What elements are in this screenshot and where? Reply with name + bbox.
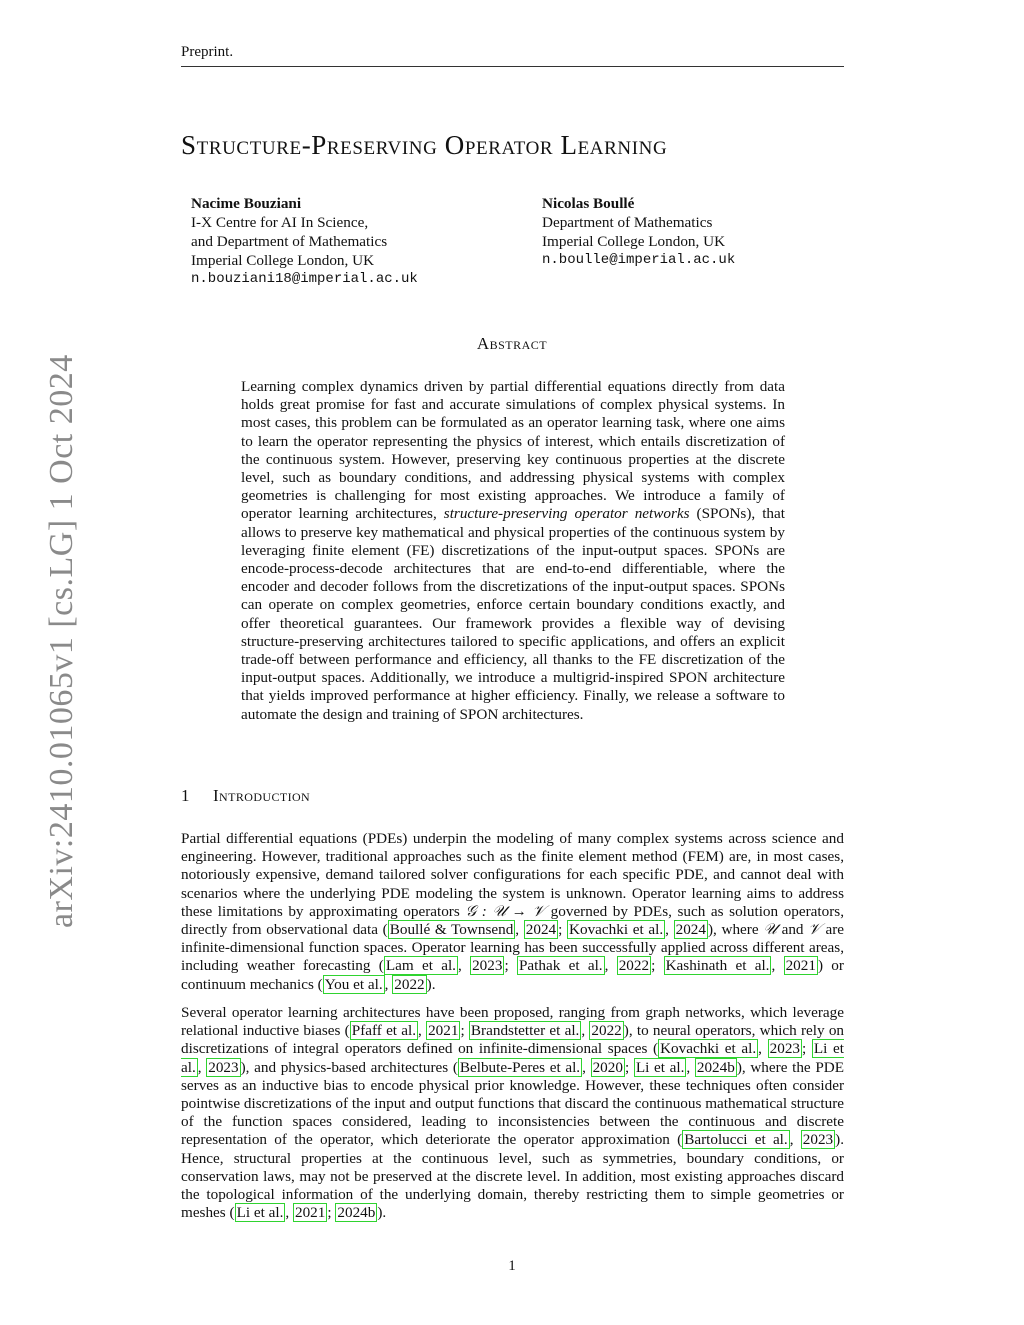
body-text: ) or continuum mechanics (	[181, 957, 844, 993]
author-affiliation: Imperial College London, UK	[542, 233, 726, 250]
running-header: Preprint.	[181, 44, 234, 60]
body-text: governed by PDEs, such as solution operators, directly from observational data (	[181, 902, 844, 939]
body-text: and	[776, 921, 809, 939]
page-number: 1	[508, 1258, 516, 1274]
abstract-heading: Abstract	[476, 334, 548, 353]
body-text: ), to neural operators, which rely on discretizations of integral operators defined on infinite-dimensional spaces (	[181, 1022, 845, 1058]
math-inline: 𝒢 : 𝒰 → 𝒱	[465, 902, 546, 920]
separator: ,	[758, 1040, 768, 1058]
citation-link[interactable]: 2022	[618, 957, 650, 975]
body-text: ).	[377, 1204, 387, 1222]
separator: ,	[285, 1204, 293, 1222]
header-rule	[181, 66, 844, 67]
citation-link[interactable]: Brandstetter et al.	[470, 1022, 580, 1040]
author-email: n.bouziani18@imperial.ac.uk	[191, 271, 418, 287]
separator: ;	[558, 921, 568, 939]
paper-title: Structure-Preserving Operator Learning	[181, 130, 668, 160]
author-affiliation: Imperial College London, UK	[191, 252, 375, 269]
author-block-2	[542, 194, 735, 270]
citation-link[interactable]: 2023	[802, 1131, 834, 1149]
body-text: Several operator learning architectures have been proposed, ranging from graph networks, which leverage relational inductive biases (	[181, 1004, 844, 1040]
section-number: 1	[181, 786, 190, 805]
author-affiliation: I-X Centre for AI In Science,	[191, 214, 369, 231]
body-text: Partial differential equations (PDEs) underpin the modeling of many complex systems across science and engineering. However, traditional approaches such as the finite element method (FEM) are, in most cases, notoriously expensive, demand tailored solver configurations for each specific PDE, and cannot deal with scenarios where the underlying PDE modeling the system is unknown. Operator learning aims to address these limitations by approximating operators	[181, 830, 844, 920]
math-inline: 𝒰	[763, 921, 777, 939]
citation-link[interactable]: 2022	[591, 1022, 622, 1040]
citation-link[interactable]: Kovachki et al.	[660, 1040, 757, 1058]
citation-link[interactable]: 2023	[472, 957, 503, 975]
abstract-text: Learning complex dynamics driven by partial differential equations directly from data holds great promise for fast and accurate simulations of complex physical systems. In most cases, this problem can be formulated as an operator learning task, where one aims to learn the operator representing the physics of interest, which entails discretization of the continuous system. However, preserving key continuous properties at the discrete level, such as boundary conditions, and addressing physical systems with complex geometries is challenging for most existing approaches. We introduce a family of operator learning architectures,	[241, 378, 785, 523]
separator: ,	[686, 1058, 695, 1076]
separator: ;	[802, 1040, 812, 1058]
separator: ,	[384, 975, 393, 993]
separator: ;	[327, 1204, 336, 1222]
citation-link[interactable]: Li et al.	[236, 1204, 284, 1222]
separator: ;	[651, 957, 664, 975]
separator: ,	[789, 1131, 801, 1149]
separator: ,	[515, 921, 524, 939]
separator: ,	[418, 1022, 427, 1040]
author-affiliation: Department of Mathematics	[542, 214, 713, 231]
arxiv-stamp: arXiv:2410.01065v1 [cs.LG] 1 Oct 2024	[43, 354, 80, 928]
citation-link[interactable]: 2024b	[696, 1058, 735, 1076]
citation-link[interactable]: You et al.	[324, 975, 383, 993]
citation-link[interactable]: 2021	[294, 1204, 326, 1222]
author-affiliation: and Department of Mathematics	[191, 233, 388, 250]
citation-link[interactable]: Li et al.	[635, 1058, 685, 1076]
intro-paragraph-1	[181, 830, 844, 994]
citation-link[interactable]: Bartolucci et al.	[684, 1131, 788, 1149]
separator: ,	[604, 957, 617, 975]
separator: ;	[504, 957, 517, 975]
author-name: Nacime Bouziani	[191, 195, 302, 212]
body-text: ), where the PDE serves as an inductive bias to encode physical prior knowledge. However, these techniques often consider pointwise discretizations of the input and output functions that discard the continuous mathematical structure of the function spaces considered, leading to inconsistencies between the continuous and discrete representation of the operator, which deteriorate the operator approximation (	[181, 1058, 845, 1149]
author-block-1	[191, 194, 418, 289]
abstract-text: (SPONs), that allows to preserve key mathematical and physical properties of the continuous system by leveraging finite element (FE) discretizations of the input-output spaces. SPONs are encode-process-decode architectures that are end-to-end differentiable, where the encoder and decoder follows from the discretizations of the input-output spaces. SPONs can operate on complex geometries, enforce certain boundary conditions exactly, and offer theoretical guarantees. Our framework provides a flexible way of devising structure-preserving architectures tailored to specific applications, and offers an explicit trade-off between performance and efficiency, all thanks to the FE discretization of the input-output spaces. Additionally, we introduce a multigrid-inspired SPON architecture that yields improved performance at higher efficiency. Finally, we release a software to automate the design and training of SPON architectures.	[241, 505, 785, 723]
citation-link[interactable]: 2023	[208, 1058, 239, 1076]
separator: ,	[582, 1058, 591, 1076]
separator: ;	[460, 1022, 469, 1040]
separator: ,	[665, 921, 674, 939]
abstract-emphasis: structure-preserving operator networks	[443, 505, 690, 523]
citation-link[interactable]: Lam et al.	[385, 957, 456, 975]
body-text: ), where	[707, 921, 764, 939]
citation-link[interactable]: Pfaff et al.	[351, 1022, 417, 1040]
section-title: Introduction	[213, 786, 311, 805]
separator: ,	[771, 957, 784, 975]
citation-link[interactable]: Boullé & Townsend	[389, 921, 514, 939]
citation-link[interactable]: 2021	[428, 1022, 459, 1040]
separator: ,	[197, 1058, 207, 1076]
citation-link[interactable]: 2022	[394, 975, 425, 993]
citation-link[interactable]: Pathak et al.	[518, 957, 603, 975]
citation-link[interactable]: Belbute-Peres et al.	[459, 1058, 581, 1076]
author-email: n.boulle@imperial.ac.uk	[542, 252, 736, 268]
intro-paragraph-2	[181, 1004, 844, 1222]
citation-link[interactable]: 2024	[525, 921, 557, 939]
author-name: Nicolas Boullé	[542, 195, 635, 212]
citation-link[interactable]: 2024b	[337, 1204, 376, 1222]
citation-link[interactable]: Kashinath et al.	[665, 957, 770, 975]
body-text: ).	[426, 975, 436, 993]
citation-link[interactable]: Li et al.	[181, 1040, 844, 1076]
math-inline: 𝒱	[808, 921, 821, 939]
body-text: ), and physics-based architectures (	[240, 1058, 458, 1076]
body-text: ). Hence, structural properties at the continuous level, such as symmetries, boundary conditions, or conservation laws, may not be preserved at the discrete level. In addition, most existing approaches discard the topological information of the underlying domain, thereby restricting them to simple geometries or meshes (	[181, 1131, 844, 1222]
separator: ;	[624, 1058, 634, 1076]
separator: ,	[581, 1022, 590, 1040]
citation-link[interactable]: 2020	[592, 1058, 623, 1076]
citation-link[interactable]: 2024	[675, 921, 706, 939]
section-heading	[181, 786, 310, 806]
separator: ,	[457, 957, 471, 975]
citation-link[interactable]: Kovachki et al.	[569, 921, 664, 939]
citation-link[interactable]: 2023	[769, 1040, 800, 1058]
citation-link[interactable]: 2021	[785, 957, 816, 975]
abstract-body	[241, 378, 785, 724]
body-text: are infinite-dimensional function spaces. Operator learning has been successfully applied across different areas, including weather forecasting (	[181, 921, 845, 975]
